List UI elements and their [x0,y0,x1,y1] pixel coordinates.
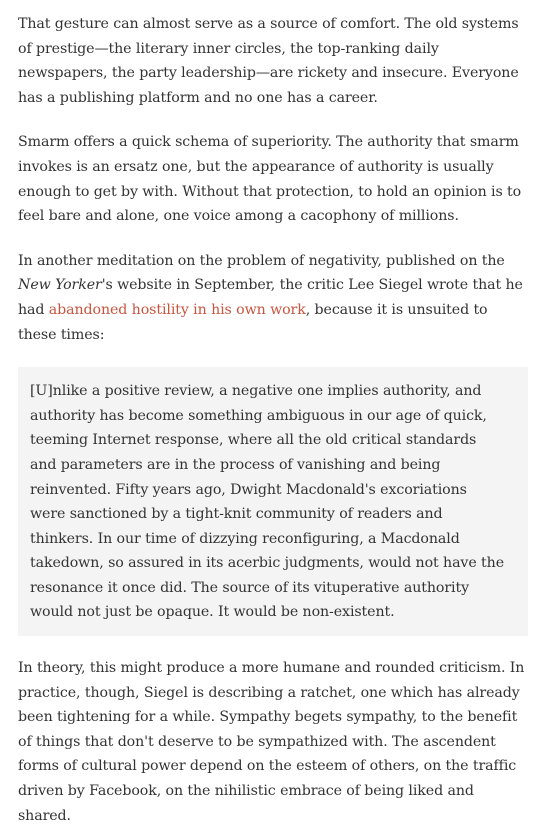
paragraph-possessive-text: 's website in September, the critic Lee Siegel wrote that he had [18,277,523,318]
paragraph-intro-text: In another meditation on the problem of negativity, published on the [18,252,505,269]
abandoned-hostility-link[interactable]: abandoned hostility in his own work [48,301,306,318]
paragraph-ratchet: In theory, this might produce a more humane and rounded criticism. In practice, though, Siegel is describing a ratchet, one which has already been tightening for a while. Sympathy begets sympathy, to the benefit of things that don't deserve to be sympathized with. The ascendent forms of cultural power depend on the esteem of others, on the traffic driven by Facebook, on the nihilistic embrace of being liked and shared. [18,660,525,824]
paragraph-smarm-superiority: Smarm offers a quick schema of superiority. The authority that smarm invokes is an ersatz one, but the appearance of authority is usually enough to get by with. Without that protection, to hold an opinion is to feel bare and alone, one voice among a cacophony of millions. [18,134,522,225]
siegel-blockquote [18,367,528,636]
paragraph-comfort: That gesture can almost serve as a source of comfort. The old systems of prestige—the literary inner circles, the top-ranking daily newspapers, the party leadership—are rickety and insecure. Everyone has a publishing platform and no one has a career. [18,16,519,106]
publication-name: New Yorker [18,277,102,294]
blockquote-text: [U]nlike a positive review, a negative one implies authority, and authority has become something ambiguous in our age of quick, teeming Internet response, where all the old critical standards and parameters are in the process of vanishing and being reinvented. Fifty years ago, Dwight Macdonald's excoriations were sanctioned by a tight-knit community of readers and thinkers. In our time of dizzying reconfiguring, a Macdonald takedown, so assured in its acerbic judgments, would not have the resonance it once did. The source of its vituperative authority would not just be opaque. It would be non-existent. [30,383,504,621]
paragraph-siegel-intro [18,249,528,347]
paragraph-outro-text: , because it is unsuited to these times: [18,301,488,343]
